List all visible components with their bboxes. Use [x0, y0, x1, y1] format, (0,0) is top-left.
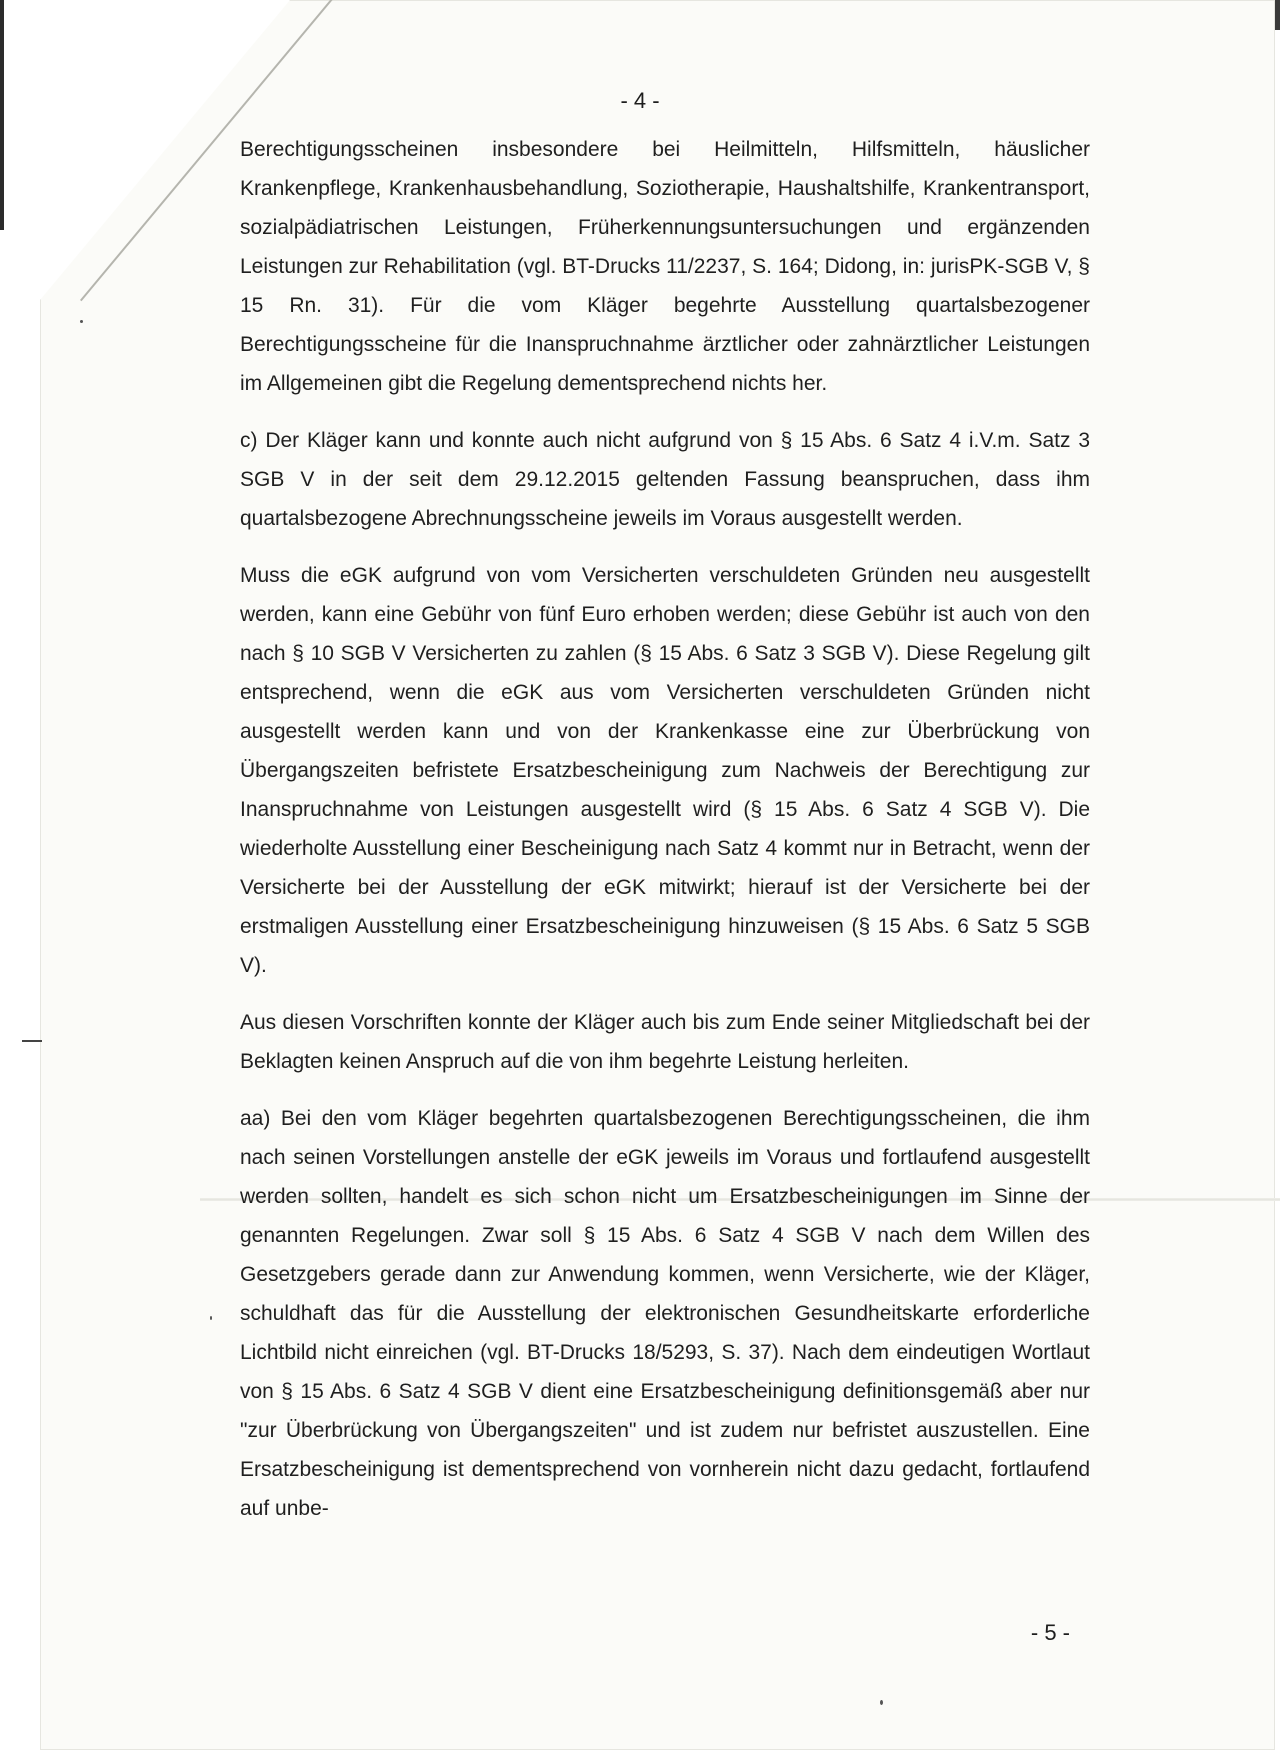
paragraph-4: Aus diesen Vorschriften konnte der Kläger auch bis zum Ende seiner Mitgliedschaft bei der Beklagten keinen Anspruch auf die von ihm begehrte Leistung herleiten. — [240, 1011, 1090, 1073]
scan-speck — [80, 320, 83, 323]
page-number: - 4 - — [620, 88, 660, 113]
document-body — [240, 130, 1090, 1546]
paragraph-5: aa) Bei den vom Kläger begehrten quartalsbezogenen Berechtigungsscheinen, die ihm nach seinen Vorstellungen anstelle der eGK jeweils im Voraus und fortlaufend ausgestellt werden sollten, handelt es sich schon nicht um Ersatzbescheinigungen im Sinne der genannten Regelungen. Zwar soll § 15 Abs. 6 Satz 4 SGB V nach dem Willen des Gesetzgebers gerade dann zur Anwendung kommen, wenn Versicherte, wie der Kläger, schuldhaft das für die Ausstellung der elektronischen Gesundheitskarte erforderliche Lichtbild nicht einreichen (vgl. BT-Drucks 18/5293, S. 37). Nach dem eindeutigen Wortlaut von § 15 Abs. 6 Satz 4 SGB V dient eine Ersatzbescheinigung definitionsgemäß aber nur "zur Überbrückung von Übergangszeiten" und ist zudem nur befristet auszustellen. Eine Ersatzbescheinigung ist dementsprechend von vornherein nicht dazu gedacht, fortlaufend auf unbe- — [240, 1107, 1090, 1520]
margin-mark — [22, 1040, 42, 1042]
paragraph-2: c) Der Kläger kann und konnte auch nicht aufgrund von § 15 Abs. 6 Satz 4 i.V.m. Satz 3 SGB V in der seit dem 29.12.2015 geltenden Fassung beanspruchen, dass ihm quartalsbezogene Abrechnungsscheine jeweils im Voraus ausgestellt werden. — [240, 429, 1090, 530]
scan-speck — [210, 1316, 212, 1320]
next-page-marker: - 5 - — [1030, 1620, 1070, 1645]
scan-speck — [880, 1700, 883, 1705]
paragraph-1: Berechtigungsscheinen insbesondere bei Heilmitteln, Hilfsmitteln, häuslicher Krankenpflege, Krankenhausbehandlung, Soziotherapie, Haushaltshilfe, Krankentransport, sozialpädiatrischen Leistungen, Früherkennungsuntersuchungen und ergänzenden Leistungen zur Rehabilitation (vgl. BT-Drucks 11/2237, S. 164; Didong, in: jurisPK-SGB V, § 15 Rn. 31). Für die vom Kläger begehrte Ausstellung quartalsbezogener Berechtigungsscheine für die Inanspruchnahme ärztlicher oder zahnärztlicher Leistungen im Allgemeinen gibt die Regelung dementsprechend nichts her. — [240, 138, 1090, 395]
scan-border-left — [0, 0, 4, 230]
paragraph-3: Muss die eGK aufgrund von vom Versicherten verschuldeten Gründen neu ausgestellt werden, kann eine Gebühr von fünf Euro erhoben werden; diese Gebühr ist auch von den nach § 10 SGB V Versicherten zu zahlen (§ 15 Abs. 6 Satz 3 SGB V). Diese Regelung gilt entsprechend, wenn die eGK aus vom Versicherten verschuldeten Gründen nicht ausgestellt werden kann und von der Krankenkasse eine zur Überbrückung von Übergangszeiten befristete Ersatzbescheinigung zum Nachweis der Berechtigung zur Inanspruchnahme von Leistungen ausgestellt wird (§ 15 Abs. 6 Satz 4 SGB V). Die wiederholte Ausstellung einer Bescheinigung nach Satz 4 kommt nur in Betracht, wenn der Versicherte bei der Ausstellung der eGK mitwirkt; hierauf ist der Versicherte bei der erstmaligen Ausstellung einer Ersatzbescheinigung hinzuweisen (§ 15 Abs. 6 Satz 5 SGB V). — [240, 564, 1090, 977]
